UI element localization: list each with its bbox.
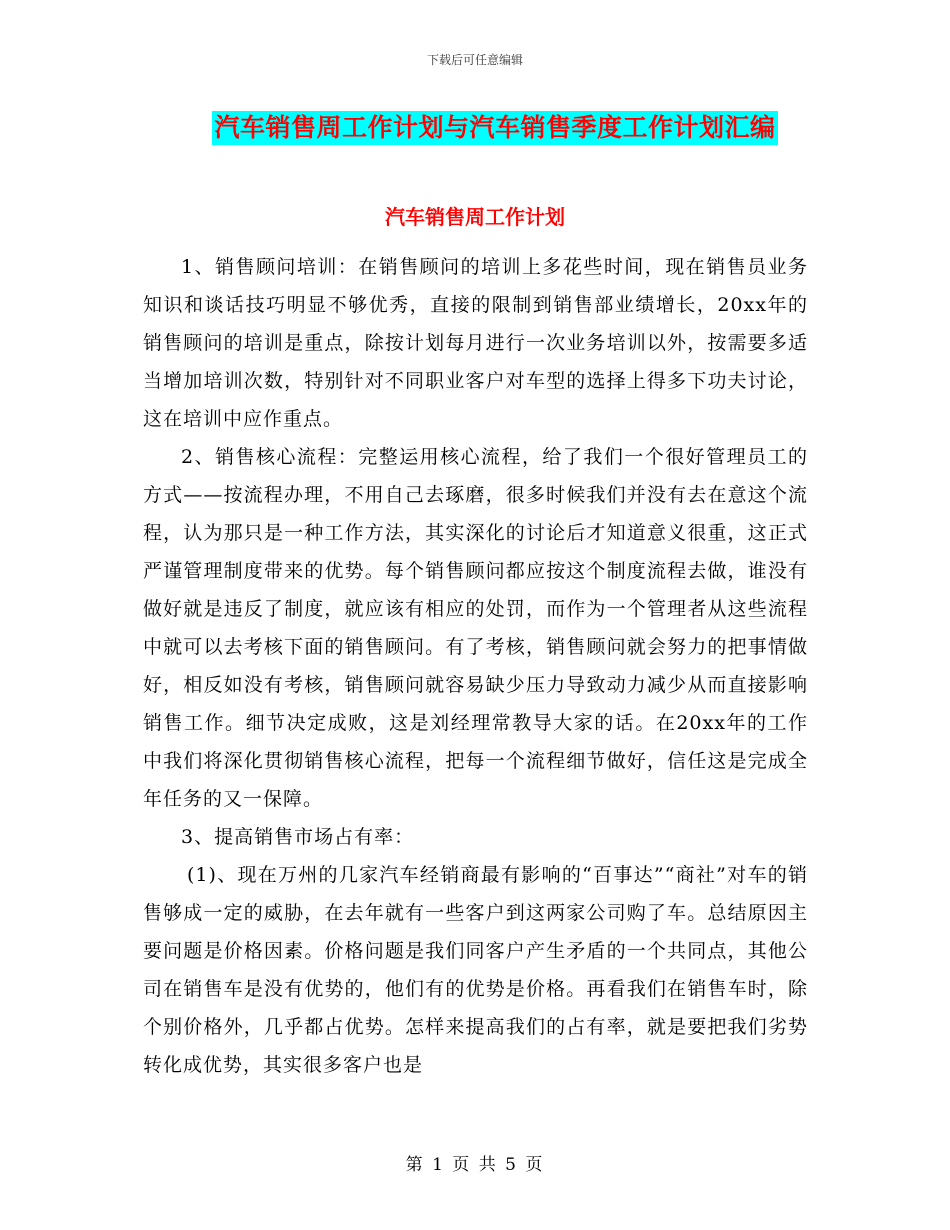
paragraph-sales-training: 1、销售顾问培训：在销售顾问的培训上多花些时间，现在销售员业务知识和谈话技巧明显不够优秀，直接的限制到销售部业绩增长，20xx年的销售顾问的培训是重点，除按计划每月进行一次业务培训以外，按需要多适当增加培训次数，特别针对不同职业客户对车型的选择上得多下功夫讨论，这在培训中应作重点。 <box>143 256 808 430</box>
page-header-note: 下载后可任意编辑 <box>426 53 523 67</box>
paragraph-competition: (1)、现在万州的几家汽车经销商最有影响的“百事达”“商社”对车的销售够成一定的威胁，在去年就有一些客户到这两家公司购了车。总结原因主要问题是价格因素。价格问题是我们同客户产生矛盾的一个共同点，其他公司在销售车是没有优势的，他们有的优势是价格。再看我们在销售车时，除个别价格外，几乎都占优势。怎样来提高我们的占有率，就是要把我们劣势转化成优势，其实很多客户也是 <box>143 864 808 1076</box>
document-title: 汽车销售周工作计划与汽车销售季度工作计划汇编 <box>212 111 777 145</box>
page-footer-number: 第 1 页 共 5 页 <box>405 1155 545 1175</box>
paragraph-core-process: 2、销售核心流程：完整运用核心流程，给了我们一个很好管理员工的方式——按流程办理，不用自己去琢磨，很多时候我们并没有去在意这个流程，认为那只是一种工作方法，其实深化的讨论后才知道意义很重，这正式严谨管理制度带来的优势。每个销售顾问都应按这个制度流程去做，谁没有做好就是违反了制度，就应该有相应的处罚，而作为一个管理者从这些流程中就可以去考核下面的销售顾问。有了考核，销售顾问就会努力的把事情做好，相反如没有考核，销售顾问就容易缺少压力导致动力减少从而直接影响销售工作。细节决定成败，这是刘经理常教导大家的话。在20xx年的工作中我们将深化贯彻销售核心流程，把每一个流程细节做好，信任这是完成全年任务的又一保障。 <box>143 446 808 810</box>
document-body <box>143 248 808 1084</box>
section-title: 汽车销售周工作计划 <box>385 205 565 229</box>
document-title-container <box>0 111 950 145</box>
paragraph-market-share-heading: 3、提高销售市场占有率： <box>181 826 415 848</box>
